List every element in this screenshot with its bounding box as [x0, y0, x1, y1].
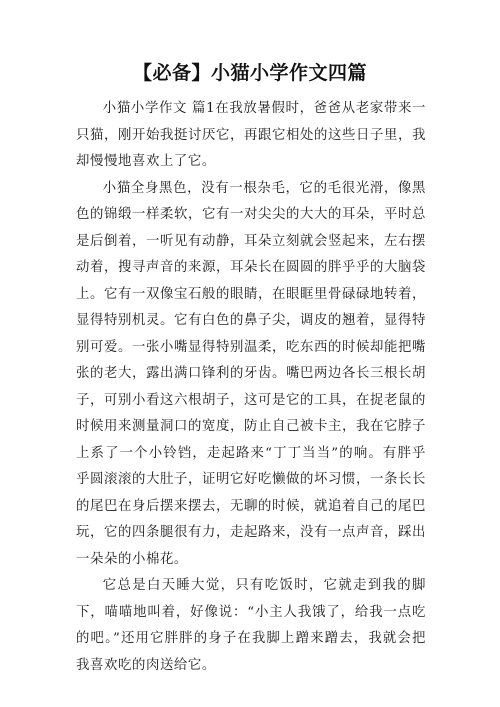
document-body: [76, 96, 426, 679]
document-title: 【必备】小猫小学作文四篇: [132, 62, 367, 84]
paragraph-1: 小猫小学作文 篇1在我放暑假时，爸爸从老家带来一只猫，刚开始我挺讨厌它，再跟它相处的这些日子里，我却慢慢地喜欢上了它。: [76, 101, 426, 169]
paragraph-3: 它总是白天睡大觉，只有吃饭时，它就走到我的脚下，喵喵地叫着，好像说：“小主人我饿了，给我一点吃的吧。”还用它胖胖的身子在我脚上蹭来蹭去，我就会把我喜欢吃的肉送给它。: [76, 578, 426, 673]
paragraph-2: 小猫全身黑色，没有一根杂毛，它的毛很光滑，像黑色的锦缎一样柔软，它有一对尖尖的大大的耳朵，平时总是后倒着，一听见有动静，耳朵立刻就会竖起来，左右摆动着，搜寻声音的来源，耳朵长在圆圆的胖乎乎的大脑袋上。它有一双像宝石般的眼睛，在眼眶里骨碌碌地转着，显得特别机灵。它有白色的鼻子尖，调皮的翘着，显得特别可爱。一张小嘴显得特别温柔，吃东西的时候却能把嘴张的老大，露出满口锋利的牙齿。嘴巴两边各长三根长胡子，可别小看这六根胡子，这可是它的工具，在捉老鼠的时候用来测量洞口的宽度，防止自己被卡主，我在它脖子上系了一个小铃铛，走起路来“丁丁当当”的响。有胖乎乎圆滚滚的大肚子，证明它好吃懒做的坏习惯，一条长长的尾巴在身后摆来摆去，无聊的时候，就追着自己的尾巴玩，它的四条腿很有力，走起路来，没有一点声音，踩出一朵朵的小棉花。: [76, 180, 426, 567]
